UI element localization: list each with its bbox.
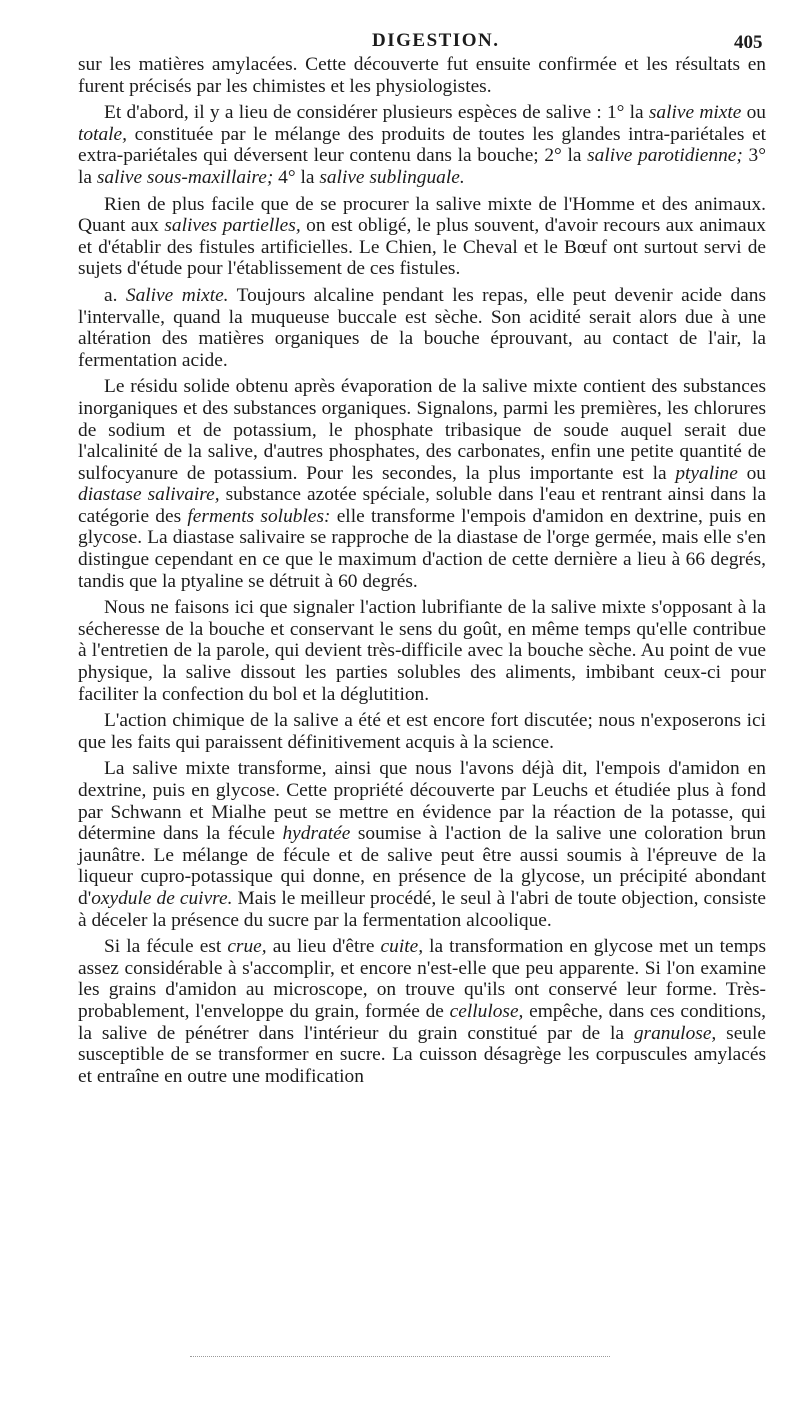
paragraph [78, 194, 766, 280]
paragraph [78, 54, 766, 97]
italic-term: diastase salivaire, [78, 484, 220, 506]
italic-term: hydratée [282, 823, 351, 845]
text-run: Mais le meilleur procédé, le seul à l'abri de toute objection, consiste à déceler la présence du sucre par la fermentation alcoolique. [78, 887, 766, 931]
text-run: La salive mixte transforme, ainsi que nous l'avons déjà dit, l'empois d'amidon en dextrine, puis en glycose. Cette propriété découverte par Leuchs et étudiée plus à fond par Schwann et Mialhe peut se mettre en évidence par la réaction de la potasse, qui détermine dans la fécule [78, 758, 766, 845]
text-run: au lieu d'être [266, 936, 381, 958]
italic-term: oxydule de cuivre. [91, 887, 233, 909]
text-run: elle transforme l'empois d'amidon en dextrine, puis en glycose. La diastase salivaire se rapproche de la diastase de l'orge germée, mais elle s'en distingue cependant en ce que le maximum d'action de cette dernière a lieu à 66 degrés, tandis que la ptyaline se détruit à 60 degrés. [78, 505, 766, 592]
italic-term: Salive mixte. [125, 284, 229, 306]
text-run: Rien de plus facile que de se procurer la salive mixte de l'Homme et des animaux. Quant aux [78, 193, 766, 237]
text-run: seule susceptible de se transformer en sucre. La cuisson désagrège les corpuscules amylacés et entraîne en outre une modification [78, 1022, 766, 1087]
paragraph [78, 285, 766, 371]
italic-term: salive sous-maxillaire; [96, 166, 274, 188]
italic-term: salive parotidienne; [587, 145, 743, 167]
text-run: Si la fécule est [104, 936, 228, 958]
paragraph [78, 758, 766, 931]
text-run: Le résidu solide obtenu après évaporation de la salive mixte contient des substances inorganiques et des substances organiques. Signalons, parmi les premières, les chlorures de sodium et de potassium, le phosphate tribasique de soude auquel serait due l'alcalinité de la salive, d'autres phosphates, des carbonates, enfin une petite quantité de sulfocyanure de potassium. Pour les secondes, la plus importante est la [78, 376, 766, 484]
italic-term: ferments solubles: [187, 505, 331, 527]
text-run: Et d'abord, il y a lieu de considérer plusieurs espèces de salive : 1° la [104, 102, 649, 124]
text-run: ou [741, 102, 766, 124]
text-run: a. [104, 284, 126, 306]
paragraph [78, 102, 766, 188]
text-run: 3° la [78, 145, 766, 188]
italic-term: granulose, [633, 1022, 717, 1044]
text-run: L'action chimique de la salive a été et est encore fort discutée; nous n'exposerons ici que les faits qui paraissent définitivement acquis à la science. [78, 710, 766, 753]
italic-term: cellulose, [449, 1000, 524, 1022]
italic-term: salive mixte [648, 102, 742, 124]
paragraph [78, 710, 766, 753]
page-number: 405 [734, 32, 763, 53]
italic-term: ptyaline [675, 462, 738, 484]
text-run: empêche, dans ces conditions, la salive de pénétrer dans l'intérieur du grain constitué par de la [78, 1000, 766, 1044]
page-header [0, 30, 800, 54]
italic-term: totale, [78, 123, 128, 145]
italic-term: crue, [227, 936, 267, 958]
running-title: DIGESTION. [372, 30, 500, 51]
text-run: sur les matières amylacées. Cette découverte fut ensuite confirmée et les résultats en furent précisés par les chimistes et les physiologistes. [78, 54, 766, 97]
text-run: Nous ne faisons ici que signaler l'action lubrifiante de la salive mixte s'opposant à la sécheresse de la bouche et conservant le sens du goût, en même temps qu'elle contribue à l'entretien de la parole, qui devient très-difficile avec la bouche sèche. Au point de vue physique, la salive dissout les parties solubles des aliments, imbibant ceux-ci pour faciliter la confection du bol et la déglutition. [78, 597, 766, 705]
text-run: soumise à l'action de la salive une coloration brun jaunâtre. Le mélange de fécule et de salive peut être aussi soumis à l'épreuve de la liqueur cupro-potassique qui donne, en présence de la glycose, un précipité abondant d' [78, 823, 767, 909]
italic-term: salives partielles, [164, 215, 301, 237]
italic-term: cuite, [380, 936, 424, 958]
text-run: la transformation en glycose met un temps assez considérable à s'accomplir, et encore n'est-elle que peu apparente. Si l'on examine les grains d'amidon au microscope, on trouve qu'ils ont conservé leur forme. Très-probablement, l'enveloppe du grain, formée de [78, 936, 766, 1022]
italic-term: salive sublinguale. [319, 166, 465, 188]
text-run: ou [737, 462, 766, 484]
paragraph [78, 597, 766, 705]
text-run: constituée par le mélange des produits de toutes les glandes intra-pariétales et extra-pariétales qui déversent leur contenu dans la bouche; 2° la [78, 123, 766, 167]
footer-rule [190, 1356, 610, 1357]
body-text [78, 54, 766, 1092]
text-run: on est obligé, le plus souvent, d'avoir recours aux animaux et d'établir des fistules artificielles. Le Chien, le Cheval et le Bœuf ont surtout servi de sujets d'étude pour l'établissement de ces fistules. [78, 215, 766, 280]
text-run: substance azotée spéciale, soluble dans l'eau et rentrant ainsi dans la catégorie des [78, 484, 766, 527]
paragraph [78, 376, 766, 592]
text-run: Toujours alcaline pendant les repas, elle peut devenir acide dans l'intervalle, quand la muqueuse buccale est sèche. Son acidité serait alors due à une altération des matières organiques de la bouche éprouvant, au contact de l'air, la fermentation acide. [78, 284, 766, 371]
text-run: 4° la [273, 166, 320, 188]
paragraph [78, 936, 766, 1087]
